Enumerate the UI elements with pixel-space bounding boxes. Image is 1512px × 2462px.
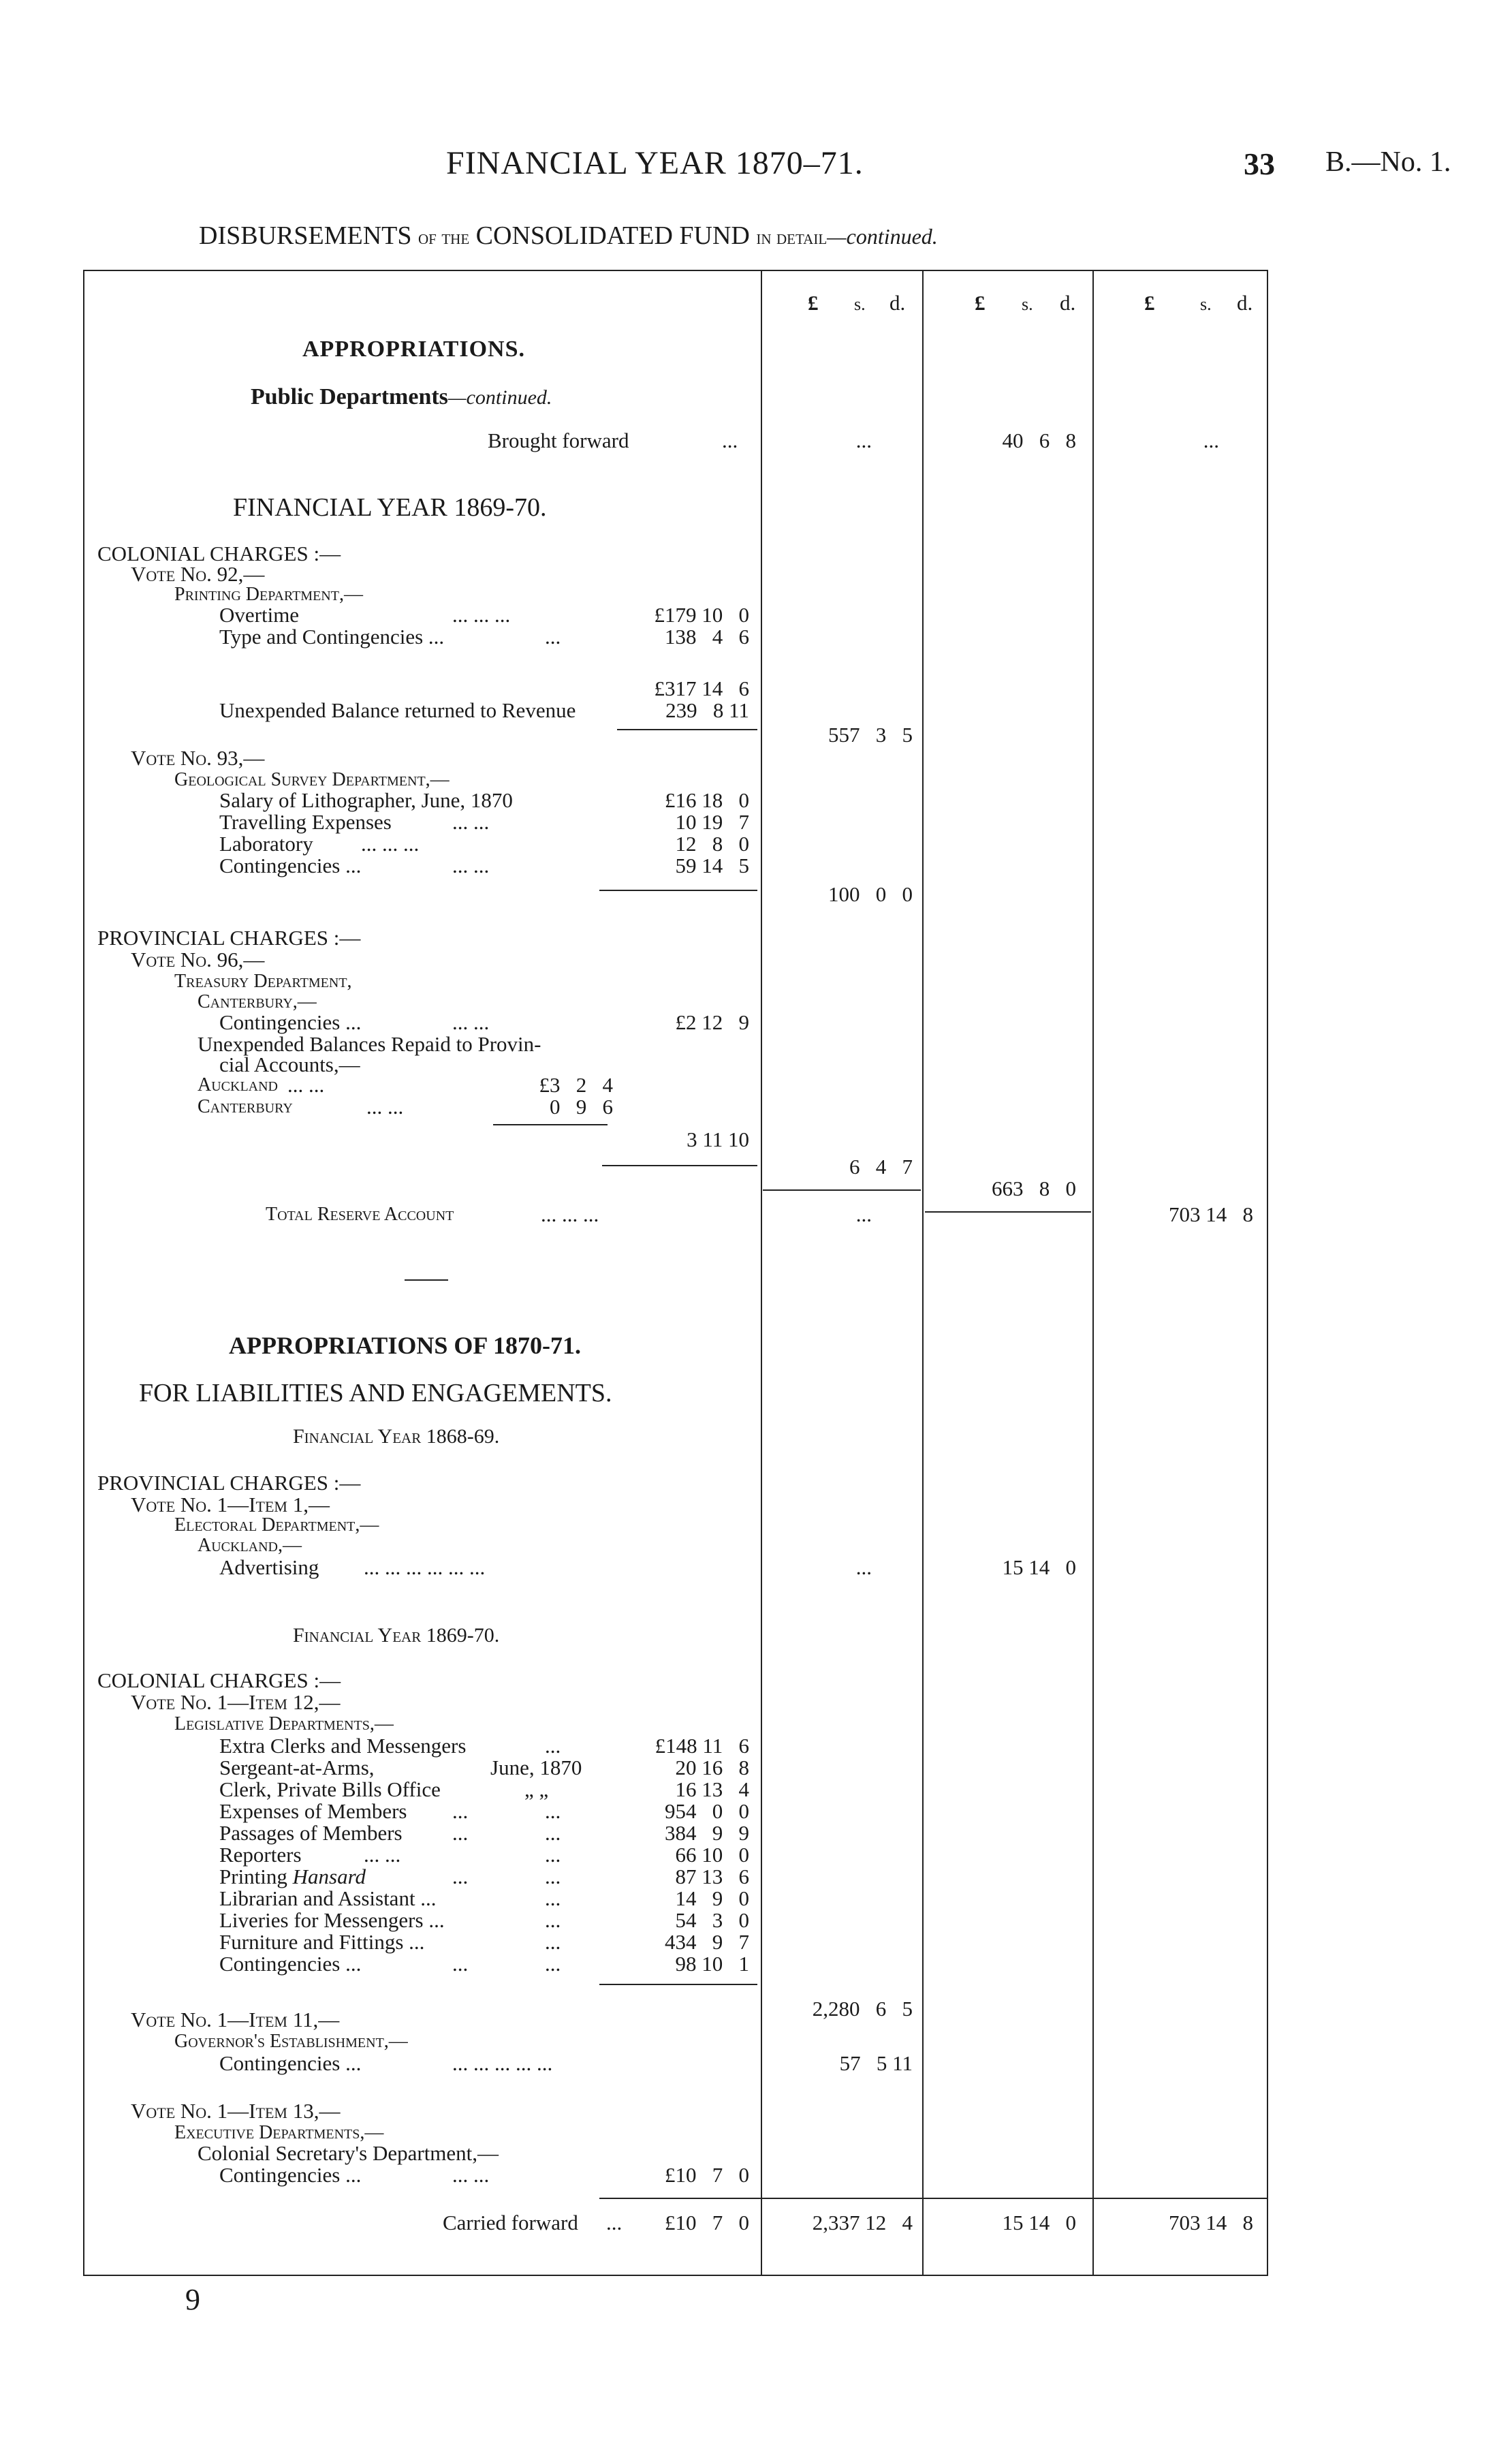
subtitle-part-a: DISBURSEMENTS xyxy=(199,221,412,250)
sum-rule xyxy=(599,1984,757,1985)
vote-1-item-13: Vote No. 1—Item 13,— xyxy=(131,2099,341,2123)
line-item-label: Contingencies ... xyxy=(219,2163,362,2187)
list-item-amount: 384 9 9 xyxy=(665,1821,749,1845)
shilling-sign: s. xyxy=(1022,294,1033,314)
line-item-amount: £16 18 0 xyxy=(665,788,749,812)
sum-rule xyxy=(925,1211,1091,1213)
brought-forward-label: Brought forward xyxy=(488,428,629,452)
pound-sign: £ xyxy=(975,291,986,315)
subtitle-of: of the xyxy=(418,226,470,249)
list-item-label: Expenses of Members xyxy=(219,1799,407,1823)
page-title: FINANCIAL YEAR 1870–71. xyxy=(446,145,864,181)
leader-dots: ... ... xyxy=(364,1843,401,1867)
column-2-total: 663 8 0 xyxy=(992,1177,1076,1200)
line-item-amount: 138 4 6 xyxy=(665,625,749,649)
list-item-amount: £148 11 6 xyxy=(655,1734,749,1758)
vote-1-item-11: Vote No. 1—Item 11,— xyxy=(131,2008,340,2031)
provincial-charges-heading: PROVINCIAL CHARGES :— xyxy=(97,926,361,950)
signature-number: 9 xyxy=(185,2283,200,2316)
list-item-mid: ... xyxy=(545,1865,561,1888)
total-reserve-col3: 703 14 8 xyxy=(1169,1202,1253,1226)
vote-total: 57 5 11 xyxy=(839,2051,913,2075)
list-item-mid: ... xyxy=(545,1908,561,1932)
advertising-col2: 15 14 0 xyxy=(1002,1555,1076,1579)
fiscal-year-heading: Financial Year 1868-69. xyxy=(293,1425,500,1448)
list-item-mid: ... xyxy=(545,1930,561,1954)
list-item-mid: ... xyxy=(545,1799,561,1823)
treasury-department: Treasury Department, xyxy=(174,971,352,992)
table-left-rule xyxy=(83,270,84,2276)
line-item-label: Contingencies ... xyxy=(219,854,362,877)
vote-total: 100 0 0 xyxy=(828,882,913,906)
leader-dots: ... ... xyxy=(452,1010,490,1034)
line-item-label: Travelling Expenses xyxy=(219,810,392,834)
brought-forward-col3: ... xyxy=(1203,428,1219,452)
table-right-rule xyxy=(1267,270,1268,2276)
leader-dots: ... xyxy=(452,1799,469,1823)
canterbury-heading: Canterbury,— xyxy=(198,991,317,1012)
carried-forward-col1: 2,337 12 4 xyxy=(812,2211,913,2234)
printing-department: Printing Department,— xyxy=(174,584,363,605)
list-item-label: Passages of Members xyxy=(219,1821,403,1845)
leader-dots: ... xyxy=(606,2211,623,2234)
list-item-label: Sergeant-at-Arms, xyxy=(219,1756,375,1779)
subtitle-continued: —continued. xyxy=(827,224,938,249)
leader-dots: ... ... ... xyxy=(361,832,420,856)
subtotal-amount: £317 14 6 xyxy=(654,676,749,700)
document-reference: B.—No. 1. xyxy=(1325,146,1451,178)
carried-forward-rule xyxy=(599,2198,1267,2199)
leader-dots: ... ... xyxy=(452,810,490,834)
column-divider-2 xyxy=(922,270,924,2276)
leader-dots: ... ... ... xyxy=(452,603,511,627)
list-item-amount: 434 9 7 xyxy=(665,1930,749,1954)
list-item-mid: ... xyxy=(545,1821,561,1845)
carried-forward-label: Carried forward xyxy=(443,2211,578,2234)
subtitle-in: in detail xyxy=(756,226,828,249)
line-item-amount: 239 8 11 xyxy=(665,698,749,722)
list-item-mid: ... xyxy=(545,1734,561,1758)
leader-dots: ... ... ... ... ... xyxy=(452,2051,553,2075)
governors-establishment: Governor's Establishment,— xyxy=(174,2031,408,2052)
list-item-label: Printing Hansard xyxy=(219,1865,366,1888)
vote-93: Vote No. 93,— xyxy=(131,746,265,770)
colonial-charges-heading: COLONIAL CHARGES :— xyxy=(97,1668,341,1692)
table-top-rule xyxy=(83,270,1268,271)
line-item-label: cial Accounts,— xyxy=(219,1053,360,1076)
list-item-label: Reporters xyxy=(219,1843,302,1867)
subtitle-part-b: CONSOLIDATED FUND xyxy=(475,221,750,250)
brought-forward-col2: 40 6 8 xyxy=(1002,428,1076,452)
sum-rule xyxy=(617,729,757,730)
line-item-amount: 59 14 5 xyxy=(675,854,749,877)
leader-dots: ... ... xyxy=(452,2163,490,2187)
list-item-label: Furniture and Fittings ... xyxy=(219,1930,425,1954)
section-heading-appropriations: APPROPRIATIONS. xyxy=(302,337,525,362)
pence-sign: d. xyxy=(1237,291,1253,315)
geological-survey-department: Geological Survey Department,— xyxy=(174,769,450,790)
carried-forward-col3: 703 14 8 xyxy=(1169,2211,1253,2234)
carried-forward-a: £10 7 0 xyxy=(665,2211,749,2234)
shilling-sign: s. xyxy=(854,294,866,314)
line-item-label: Advertising xyxy=(219,1555,319,1579)
line-item-amount: £2 12 9 xyxy=(675,1010,749,1034)
subtotal-amount: 3 11 10 xyxy=(687,1127,749,1151)
pound-sign: £ xyxy=(1144,291,1155,315)
vote-total: 6 4 7 xyxy=(849,1155,913,1179)
list-item-label: Clerk, Private Bills Office xyxy=(219,1777,441,1801)
advertising-col1: ... xyxy=(855,1555,872,1579)
column-divider-1 xyxy=(761,270,762,2276)
sum-rule xyxy=(493,1124,608,1125)
list-item-amount: 954 0 0 xyxy=(665,1799,749,1823)
list-item-amount: 20 16 8 xyxy=(675,1756,749,1779)
auckland-label: Auckland xyxy=(198,1074,278,1095)
leader-dots: ... ... xyxy=(287,1073,325,1097)
list-item-mid: June, 1870 xyxy=(490,1756,582,1779)
sum-rule xyxy=(763,1189,921,1191)
line-item-amount: 10 19 7 xyxy=(675,810,749,834)
section-subheading xyxy=(251,386,552,409)
list-item-label: Extra Clerks and Messengers xyxy=(219,1734,467,1758)
line-item-label: Contingencies ... xyxy=(219,2051,362,2075)
auckland-heading: Auckland,— xyxy=(198,1535,302,1556)
line-item-label: Type and Contingencies ... xyxy=(219,625,445,649)
leader-dots: ... ... xyxy=(366,1095,404,1119)
line-item-label: Unexpended Balances Repaid to Provin- xyxy=(198,1032,541,1056)
list-item-amount: 54 3 0 xyxy=(675,1908,749,1932)
list-item-label: Liveries for Messengers ... xyxy=(219,1908,445,1932)
colonial-charges-heading: COLONIAL CHARGES :— xyxy=(97,542,341,565)
list-item-mid: ... xyxy=(545,1843,561,1867)
line-item-amount: £10 7 0 xyxy=(665,2163,749,2187)
list-item-mid: ... xyxy=(545,1952,561,1976)
list-item-mid: „ „ xyxy=(524,1777,549,1801)
leader-dots: ... xyxy=(452,1865,469,1888)
list-item-amount: 14 9 0 xyxy=(675,1886,749,1910)
sum-rule xyxy=(599,890,757,891)
vote-total: 2,280 6 5 xyxy=(812,1997,913,2021)
subheading-text: Public Departments xyxy=(251,384,448,409)
total-reserve-label: Total Reserve Account xyxy=(266,1204,454,1225)
vote-1-item-1: Vote No. 1—Item 1,— xyxy=(131,1493,330,1516)
sum-rule xyxy=(602,1165,757,1166)
leader-dots: ... ... ... xyxy=(541,1202,599,1226)
pence-sign: d. xyxy=(889,291,906,315)
table-bottom-rule xyxy=(83,2275,1268,2276)
line-item-label: Unexpended Balance returned to Revenue xyxy=(219,698,576,722)
leader-dots: ... ... ... ... ... ... xyxy=(364,1555,486,1579)
list-item-amount: 87 13 6 xyxy=(675,1865,749,1888)
vote-96: Vote No. 96,— xyxy=(131,948,265,971)
page-subtitle xyxy=(199,221,938,251)
fiscal-year-heading: Financial Year 1869-70. xyxy=(293,1624,500,1647)
pence-sign: d. xyxy=(1060,291,1076,315)
line-item-amount: 12 8 0 xyxy=(675,832,749,856)
vote-total: 557 3 5 xyxy=(828,723,913,747)
list-item-mid: ... xyxy=(545,1886,561,1910)
executive-departments: Executive Departments,— xyxy=(174,2122,384,2143)
list-item-amount: 16 13 4 xyxy=(675,1777,749,1801)
list-item-label: Librarian and Assistant ... xyxy=(219,1886,437,1910)
column-divider-3 xyxy=(1092,270,1094,2276)
shilling-sign: s. xyxy=(1200,294,1212,314)
line-item-label: Salary of Lithographer, June, 1870 xyxy=(219,788,513,812)
brought-forward-col1: ... xyxy=(855,428,872,452)
leader-dots: ... xyxy=(452,1821,469,1845)
fiscal-year-heading: FINANCIAL YEAR 1869-70. xyxy=(233,493,547,522)
section-divider xyxy=(405,1279,448,1281)
total-reserve-col1: ... xyxy=(855,1202,872,1226)
canterbury-label: Canterbury xyxy=(198,1096,293,1117)
line-item-label: Overtime xyxy=(219,603,300,627)
line-item-label: Contingencies ... xyxy=(219,1010,362,1034)
leader-dots: ... ... xyxy=(452,854,490,877)
subheading-continued: —continued. xyxy=(447,386,552,409)
line-item-label: Laboratory xyxy=(219,832,313,856)
line-item-amount: £179 10 0 xyxy=(654,603,749,627)
list-item-label: Contingencies ... xyxy=(219,1952,362,1976)
line-item-label: Colonial Secretary's Department,— xyxy=(198,2141,499,2165)
vote-1-item-12: Vote No. 1—Item 12,— xyxy=(131,1690,341,1714)
electoral-department: Electoral Department,— xyxy=(174,1514,379,1536)
vote-92: Vote No. 92,— xyxy=(131,562,265,586)
page-number: 33 xyxy=(1244,146,1275,181)
line-item-amount: £3 2 4 xyxy=(539,1073,613,1097)
section-subheading: FOR LIABILITIES AND ENGAGEMENTS. xyxy=(139,1379,612,1407)
line-item-amount: 0 9 6 xyxy=(550,1095,613,1119)
legislative-departments: Legislative Departments,— xyxy=(174,1713,394,1734)
leader-dots: ... xyxy=(545,625,561,649)
provincial-charges-heading: PROVINCIAL CHARGES :— xyxy=(97,1471,361,1495)
leader-dots: ... xyxy=(452,1952,469,1976)
section-heading-appropriations-1870-71: APPROPRIATIONS OF 1870-71. xyxy=(229,1332,581,1359)
list-item-amount: 66 10 0 xyxy=(675,1843,749,1867)
pound-sign: £ xyxy=(808,291,819,315)
carried-forward-col2: 15 14 0 xyxy=(1002,2211,1076,2234)
leader-dots: ... xyxy=(722,428,738,452)
list-item-amount: 98 10 1 xyxy=(675,1952,749,1976)
